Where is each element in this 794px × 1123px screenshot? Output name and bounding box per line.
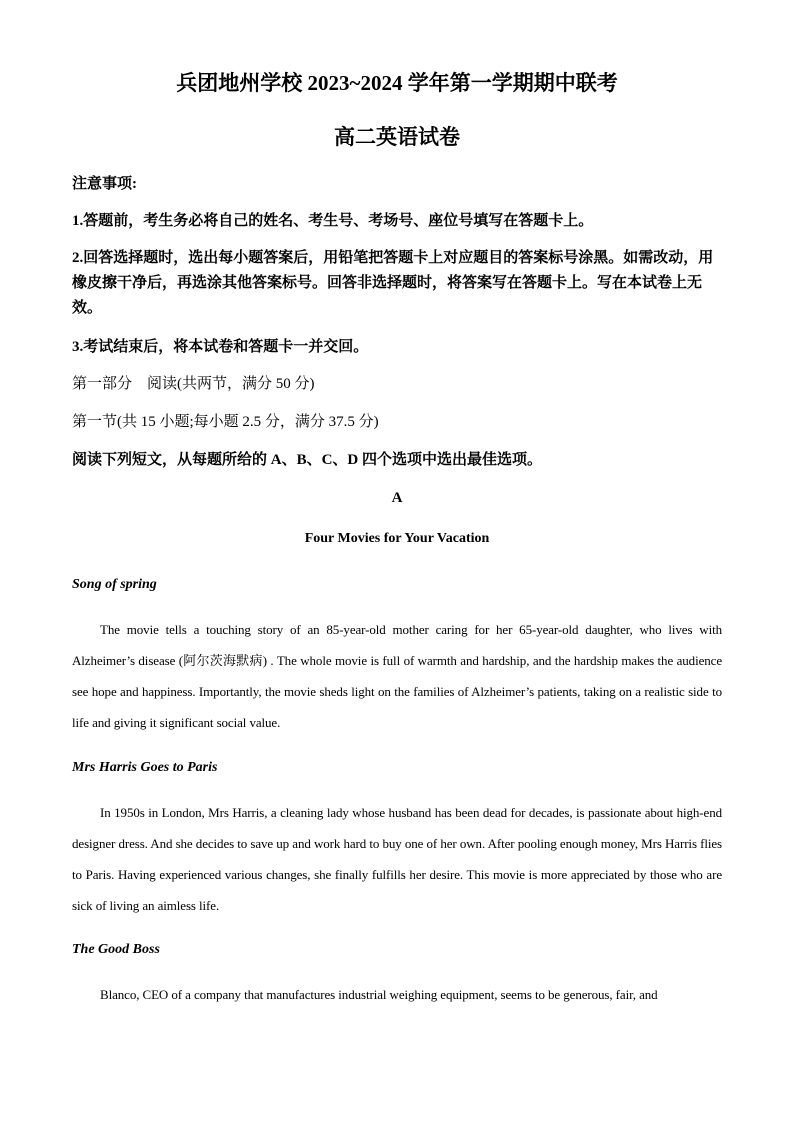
exam-title: 兵团地州学校 2023~2024 学年第一学期期中联考 — [176, 71, 618, 95]
note-item-2: 2.回答选择题时，选出每小题答案后，用铅笔把答题卡上对应题目的答案标号涂黑。如需改动，用橡皮擦干净后，再选涂其他答案标号。回答非选择题时，将答案写在答题卡上。写在本试卷上无效。 — [72, 250, 714, 316]
movie-title-2: Mrs Harris Goes to Paris — [72, 760, 218, 775]
note-item-3: 3.考试结束后，将本试卷和答题卡一并交回。 — [72, 339, 369, 355]
reading-instruction: 阅读下列短文，从每题所给的 A、B、C、D 四个选项中选出最佳选项。 — [72, 452, 543, 468]
movie-description-1: The movie tells a touching story of an 85-year-old mother caring for her 65-year-old daughter, who lives with Alzheimer’s disease (阿尔茨海默病) . The whole movie is full of warmth and hardship, and the hardship makes the audience see hope and happiness. Importantly, the movie sheds light on the families of Alzheimer’s patients, taking on a realistic side to life and giving it significant social value. — [72, 622, 722, 730]
passage-label: A — [391, 490, 403, 506]
notes-heading: 注意事项: — [72, 176, 137, 192]
section-one-heading: 第一节(共 15 小题;每小题 2.5 分，满分 37.5 分) — [72, 414, 379, 430]
part-one-heading: 第一部分 阅读(共两节，满分 50 分) — [72, 376, 315, 392]
movie-description-3: Blanco, CEO of a company that manufactures industrial weighing equipment, seems to be generous, fair, and — [100, 987, 658, 1002]
exam-subtitle: 高二英语试卷 — [334, 125, 460, 149]
movie-title-1: Song of spring — [72, 577, 157, 592]
passage-title: Four Movies for Your Vacation — [304, 531, 490, 546]
movie-title-3: The Good Boss — [72, 942, 160, 957]
movie-description-2: In 1950s in London, Mrs Harris, a cleaning lady whose husband has been dead for decades, is passionate about high-end designer dress. And she decides to save up and work hard to buy one of her own. After pooling enough money, Mrs Harris flies to Paris. Having experienced various changes, she finally fulfills her desire. This movie is more appreciated by those who are sick of living an aimless life. — [72, 805, 722, 913]
note-item-1: 1.答题前，考生务必将自己的姓名、考生号、考场号、座位号填写在答题卡上。 — [72, 213, 594, 229]
